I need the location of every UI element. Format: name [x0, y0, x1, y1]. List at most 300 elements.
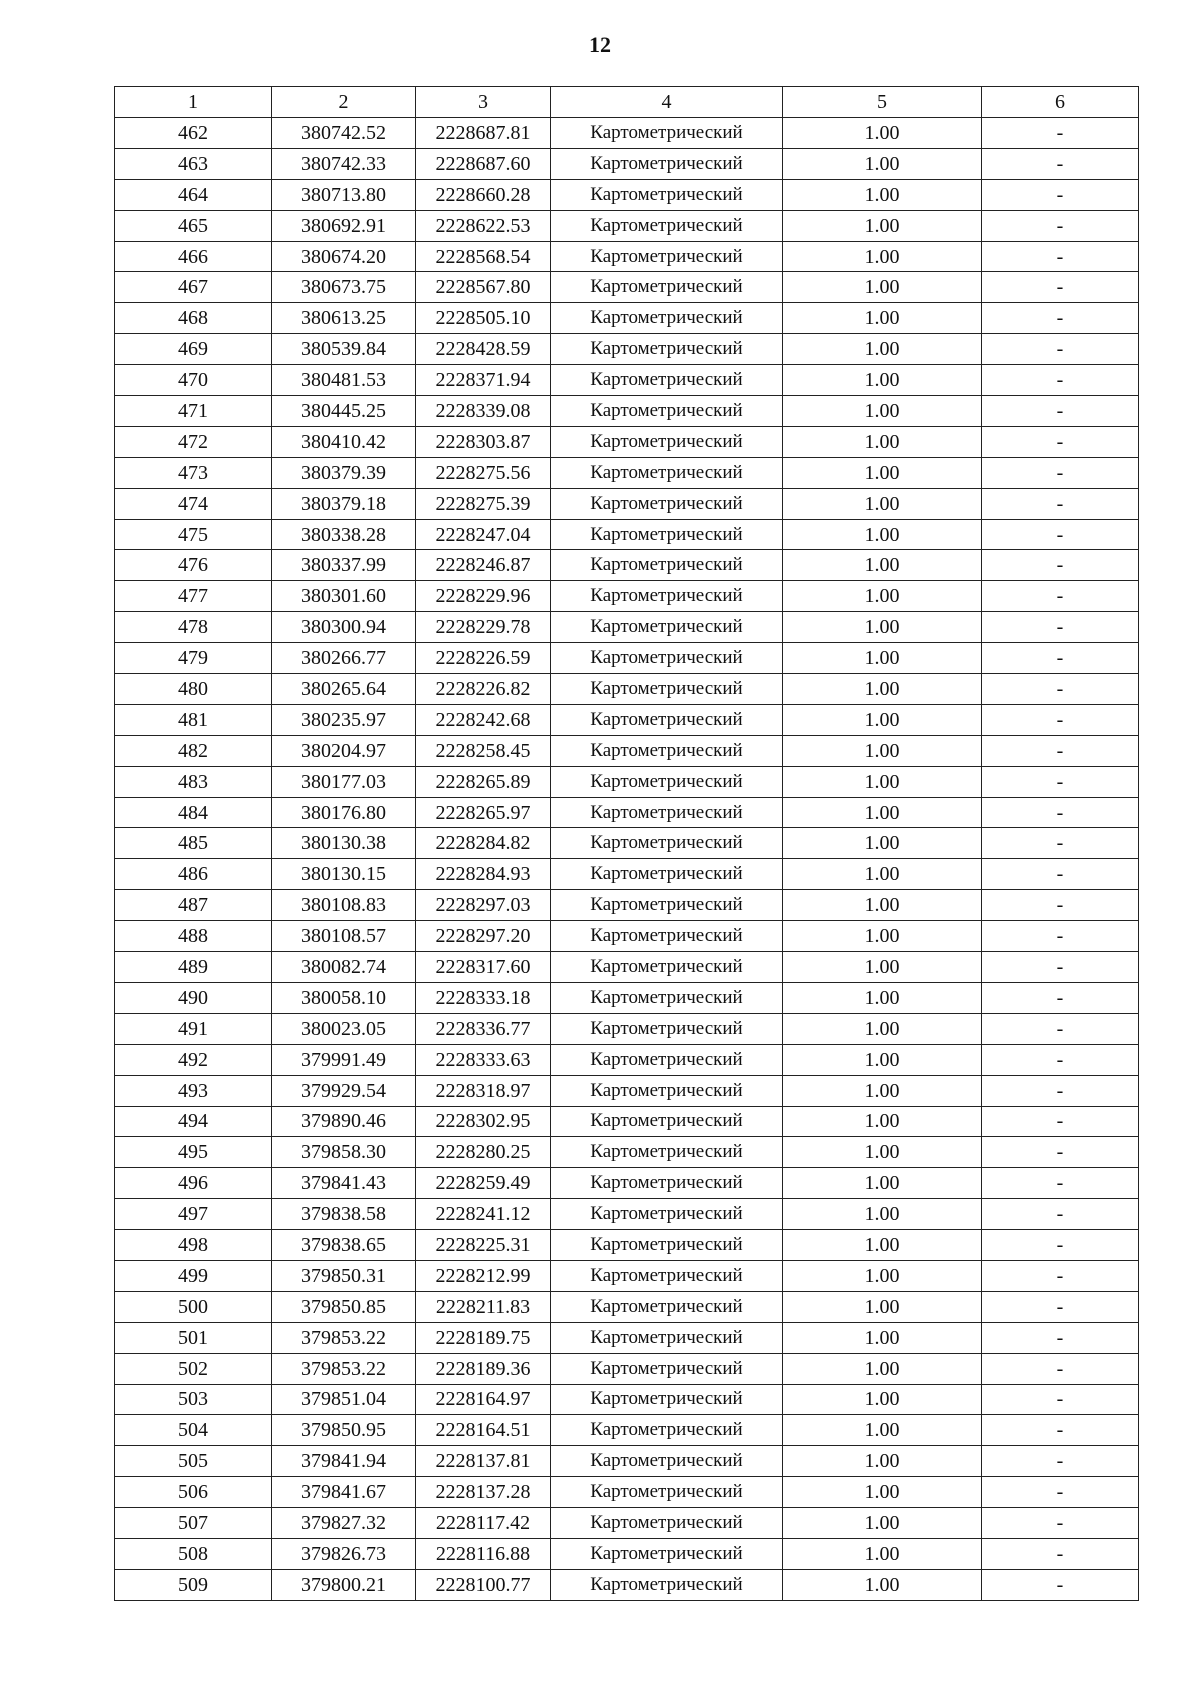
table-row — [115, 612, 1139, 643]
point-number-cell: 483 — [115, 766, 272, 797]
accuracy-cell: 1.00 — [783, 1199, 982, 1230]
accuracy-cell: 1.00 — [783, 1075, 982, 1106]
coordinate-y-cell: 2228275.56 — [416, 457, 551, 488]
point-number-cell: 486 — [115, 859, 272, 890]
coordinate-y-cell: 2228275.39 — [416, 488, 551, 519]
note-cell: - — [982, 396, 1139, 427]
method-cell: Картометрический — [551, 1569, 783, 1600]
note-cell: - — [982, 1569, 1139, 1600]
point-number-cell: 463 — [115, 148, 272, 179]
note-cell: - — [982, 272, 1139, 303]
table-row — [115, 457, 1139, 488]
point-number-cell: 500 — [115, 1291, 272, 1322]
point-number-cell: 480 — [115, 674, 272, 705]
table-row — [115, 118, 1139, 149]
method-cell: Картометрический — [551, 1168, 783, 1199]
coordinate-y-cell: 2228225.31 — [416, 1230, 551, 1261]
method-cell: Картометрический — [551, 1446, 783, 1477]
coordinate-x-cell: 379890.46 — [272, 1106, 416, 1137]
table-row — [115, 1538, 1139, 1569]
table-row — [115, 365, 1139, 396]
method-cell: Картометрический — [551, 365, 783, 396]
table-row — [115, 643, 1139, 674]
coordinate-y-cell: 2228189.36 — [416, 1353, 551, 1384]
page-number: 12 — [589, 32, 611, 57]
method-cell: Картометрический — [551, 1044, 783, 1075]
accuracy-cell: 1.00 — [783, 1044, 982, 1075]
point-number-cell: 507 — [115, 1508, 272, 1539]
accuracy-cell: 1.00 — [783, 797, 982, 828]
accuracy-cell: 1.00 — [783, 982, 982, 1013]
note-cell: - — [982, 1013, 1139, 1044]
note-cell: - — [982, 890, 1139, 921]
accuracy-cell: 1.00 — [783, 1291, 982, 1322]
table-row — [115, 1477, 1139, 1508]
coordinate-x-cell: 379827.32 — [272, 1508, 416, 1539]
method-cell: Картометрический — [551, 241, 783, 272]
accuracy-cell: 1.00 — [783, 1106, 982, 1137]
table-row — [115, 272, 1139, 303]
table-row — [115, 704, 1139, 735]
note-cell: - — [982, 426, 1139, 457]
coordinate-x-cell: 380082.74 — [272, 952, 416, 983]
accuracy-cell: 1.00 — [783, 766, 982, 797]
note-cell: - — [982, 581, 1139, 612]
accuracy-cell: 1.00 — [783, 1477, 982, 1508]
method-cell: Картометрический — [551, 581, 783, 612]
accuracy-cell: 1.00 — [783, 1013, 982, 1044]
note-cell: - — [982, 643, 1139, 674]
coordinate-y-cell: 2228302.95 — [416, 1106, 551, 1137]
note-cell: - — [982, 1260, 1139, 1291]
coordinate-x-cell: 380130.15 — [272, 859, 416, 890]
accuracy-cell: 1.00 — [783, 241, 982, 272]
table-row — [115, 1569, 1139, 1600]
note-cell: - — [982, 1106, 1139, 1137]
coordinate-x-cell: 380539.84 — [272, 334, 416, 365]
coordinate-y-cell: 2228246.87 — [416, 550, 551, 581]
coordinate-y-cell: 2228339.08 — [416, 396, 551, 427]
coordinate-x-cell: 380742.33 — [272, 148, 416, 179]
method-cell: Картометрический — [551, 921, 783, 952]
coordinate-y-cell: 2228247.04 — [416, 519, 551, 550]
accuracy-cell: 1.00 — [783, 1260, 982, 1291]
accuracy-cell: 1.00 — [783, 952, 982, 983]
note-cell: - — [982, 365, 1139, 396]
coordinate-x-cell: 380266.77 — [272, 643, 416, 674]
point-number-cell: 473 — [115, 457, 272, 488]
method-cell: Картометрический — [551, 952, 783, 983]
accuracy-cell: 1.00 — [783, 148, 982, 179]
point-number-cell: 490 — [115, 982, 272, 1013]
point-number-cell: 501 — [115, 1322, 272, 1353]
method-cell: Картометрический — [551, 272, 783, 303]
table-row — [115, 1075, 1139, 1106]
note-cell: - — [982, 303, 1139, 334]
note-cell: - — [982, 550, 1139, 581]
accuracy-cell: 1.00 — [783, 550, 982, 581]
note-cell: - — [982, 797, 1139, 828]
point-number-cell: 469 — [115, 334, 272, 365]
coordinate-y-cell: 2228226.59 — [416, 643, 551, 674]
method-cell: Картометрический — [551, 426, 783, 457]
note-cell: - — [982, 1168, 1139, 1199]
column-header: 3 — [416, 87, 551, 118]
accuracy-cell: 1.00 — [783, 457, 982, 488]
note-cell: - — [982, 334, 1139, 365]
method-cell: Картометрический — [551, 1322, 783, 1353]
coordinate-x-cell: 379991.49 — [272, 1044, 416, 1075]
coordinate-x-cell: 379850.31 — [272, 1260, 416, 1291]
method-cell: Картометрический — [551, 519, 783, 550]
column-header: 1 — [115, 87, 272, 118]
note-cell: - — [982, 1446, 1139, 1477]
accuracy-cell: 1.00 — [783, 1322, 982, 1353]
note-cell: - — [982, 210, 1139, 241]
table-row — [115, 179, 1139, 210]
coordinate-x-cell: 380613.25 — [272, 303, 416, 334]
accuracy-cell: 1.00 — [783, 1446, 982, 1477]
point-number-cell: 484 — [115, 797, 272, 828]
table-row — [115, 1230, 1139, 1261]
method-cell: Картометрический — [551, 179, 783, 210]
accuracy-cell: 1.00 — [783, 1168, 982, 1199]
point-number-cell: 477 — [115, 581, 272, 612]
coordinate-y-cell: 2228687.81 — [416, 118, 551, 149]
accuracy-cell: 1.00 — [783, 921, 982, 952]
table-row — [115, 550, 1139, 581]
table-row — [115, 210, 1139, 241]
method-cell: Картометрический — [551, 118, 783, 149]
method-cell: Картометрический — [551, 1538, 783, 1569]
coordinate-y-cell: 2228164.51 — [416, 1415, 551, 1446]
point-number-cell: 494 — [115, 1106, 272, 1137]
coordinate-x-cell: 379841.94 — [272, 1446, 416, 1477]
coordinate-y-cell: 2228211.83 — [416, 1291, 551, 1322]
accuracy-cell: 1.00 — [783, 674, 982, 705]
note-cell: - — [982, 118, 1139, 149]
coordinate-x-cell: 379929.54 — [272, 1075, 416, 1106]
method-cell: Картометрический — [551, 1353, 783, 1384]
coordinate-y-cell: 2228660.28 — [416, 179, 551, 210]
coordinate-x-cell: 380265.64 — [272, 674, 416, 705]
method-cell: Картометрический — [551, 1477, 783, 1508]
coordinate-y-cell: 2228229.78 — [416, 612, 551, 643]
method-cell: Картометрический — [551, 859, 783, 890]
coordinate-y-cell: 2228297.03 — [416, 890, 551, 921]
accuracy-cell: 1.00 — [783, 704, 982, 735]
coordinate-y-cell: 2228116.88 — [416, 1538, 551, 1569]
coordinate-x-cell: 380108.57 — [272, 921, 416, 952]
coordinate-y-cell: 2228280.25 — [416, 1137, 551, 1168]
note-cell: - — [982, 612, 1139, 643]
coordinate-y-cell: 2228303.87 — [416, 426, 551, 457]
coordinate-x-cell: 380204.97 — [272, 735, 416, 766]
point-number-cell: 475 — [115, 519, 272, 550]
coordinate-y-cell: 2228242.68 — [416, 704, 551, 735]
table-row — [115, 148, 1139, 179]
note-cell: - — [982, 1384, 1139, 1415]
point-number-cell: 506 — [115, 1477, 272, 1508]
table-row — [115, 1106, 1139, 1137]
table-row — [115, 1199, 1139, 1230]
note-cell: - — [982, 921, 1139, 952]
coordinate-x-cell: 380338.28 — [272, 519, 416, 550]
method-cell: Картометрический — [551, 1291, 783, 1322]
coordinate-y-cell: 2228567.80 — [416, 272, 551, 303]
accuracy-cell: 1.00 — [783, 519, 982, 550]
coordinate-x-cell: 379826.73 — [272, 1538, 416, 1569]
table-row — [115, 1446, 1139, 1477]
table-row — [115, 1168, 1139, 1199]
method-cell: Картометрический — [551, 334, 783, 365]
note-cell: - — [982, 1538, 1139, 1569]
coordinate-y-cell: 2228284.93 — [416, 859, 551, 890]
table-row — [115, 1322, 1139, 1353]
table-row — [115, 735, 1139, 766]
method-cell: Картометрический — [551, 735, 783, 766]
note-cell: - — [982, 982, 1139, 1013]
accuracy-cell: 1.00 — [783, 828, 982, 859]
point-number-cell: 476 — [115, 550, 272, 581]
method-cell: Картометрический — [551, 1415, 783, 1446]
column-header: 4 — [551, 87, 783, 118]
point-number-cell: 505 — [115, 1446, 272, 1477]
coordinate-x-cell: 380379.18 — [272, 488, 416, 519]
note-cell: - — [982, 952, 1139, 983]
method-cell: Картометрический — [551, 1013, 783, 1044]
table-header-row — [115, 87, 1139, 118]
coordinate-y-cell: 2228505.10 — [416, 303, 551, 334]
point-number-cell: 462 — [115, 118, 272, 149]
accuracy-cell: 1.00 — [783, 334, 982, 365]
point-number-cell: 498 — [115, 1230, 272, 1261]
method-cell: Картометрический — [551, 1199, 783, 1230]
accuracy-cell: 1.00 — [783, 272, 982, 303]
accuracy-cell: 1.00 — [783, 612, 982, 643]
column-header: 5 — [783, 87, 982, 118]
point-number-cell: 509 — [115, 1569, 272, 1600]
table-row — [115, 921, 1139, 952]
method-cell: Картометрический — [551, 1384, 783, 1415]
accuracy-cell: 1.00 — [783, 303, 982, 334]
table-row — [115, 766, 1139, 797]
table-row — [115, 828, 1139, 859]
coordinate-y-cell: 2228259.49 — [416, 1168, 551, 1199]
point-number-cell: 466 — [115, 241, 272, 272]
table-row — [115, 1137, 1139, 1168]
accuracy-cell: 1.00 — [783, 859, 982, 890]
coordinate-y-cell: 2228687.60 — [416, 148, 551, 179]
method-cell: Картометрический — [551, 704, 783, 735]
point-number-cell: 474 — [115, 488, 272, 519]
coordinate-x-cell: 380673.75 — [272, 272, 416, 303]
table-row — [115, 674, 1139, 705]
coordinate-x-cell: 380130.38 — [272, 828, 416, 859]
point-number-cell: 491 — [115, 1013, 272, 1044]
coordinate-y-cell: 2228226.82 — [416, 674, 551, 705]
method-cell: Картометрический — [551, 396, 783, 427]
point-number-cell: 499 — [115, 1260, 272, 1291]
point-number-cell: 496 — [115, 1168, 272, 1199]
coordinate-y-cell: 2228297.20 — [416, 921, 551, 952]
accuracy-cell: 1.00 — [783, 488, 982, 519]
point-number-cell: 485 — [115, 828, 272, 859]
point-number-cell: 470 — [115, 365, 272, 396]
table-row — [115, 519, 1139, 550]
method-cell: Картометрический — [551, 1075, 783, 1106]
coordinate-x-cell: 380337.99 — [272, 550, 416, 581]
table-row — [115, 797, 1139, 828]
point-number-cell: 508 — [115, 1538, 272, 1569]
table-row — [115, 303, 1139, 334]
coordinate-x-cell: 380713.80 — [272, 179, 416, 210]
point-number-cell: 495 — [115, 1137, 272, 1168]
coordinate-y-cell: 2228371.94 — [416, 365, 551, 396]
coordinate-x-cell: 379851.04 — [272, 1384, 416, 1415]
note-cell: - — [982, 1291, 1139, 1322]
point-number-cell: 479 — [115, 643, 272, 674]
method-cell: Картометрический — [551, 1106, 783, 1137]
point-number-cell: 468 — [115, 303, 272, 334]
accuracy-cell: 1.00 — [783, 179, 982, 210]
method-cell: Картометрический — [551, 148, 783, 179]
method-cell: Картометрический — [551, 1508, 783, 1539]
table-row — [115, 1353, 1139, 1384]
point-number-cell: 503 — [115, 1384, 272, 1415]
method-cell: Картометрический — [551, 1260, 783, 1291]
coordinate-y-cell: 2228229.96 — [416, 581, 551, 612]
method-cell: Картометрический — [551, 1230, 783, 1261]
note-cell: - — [982, 704, 1139, 735]
point-number-cell: 478 — [115, 612, 272, 643]
point-number-cell: 502 — [115, 1353, 272, 1384]
note-cell: - — [982, 766, 1139, 797]
note-cell: - — [982, 1137, 1139, 1168]
coordinate-x-cell: 380177.03 — [272, 766, 416, 797]
coordinate-y-cell: 2228265.97 — [416, 797, 551, 828]
point-number-cell: 465 — [115, 210, 272, 241]
table-row — [115, 1415, 1139, 1446]
note-cell: - — [982, 1199, 1139, 1230]
column-header: 6 — [982, 87, 1139, 118]
note-cell: - — [982, 1353, 1139, 1384]
note-cell: - — [982, 457, 1139, 488]
coordinate-y-cell: 2228318.97 — [416, 1075, 551, 1106]
coordinate-x-cell: 380674.20 — [272, 241, 416, 272]
coordinate-x-cell: 379838.58 — [272, 1199, 416, 1230]
coordinate-x-cell: 380445.25 — [272, 396, 416, 427]
table-row — [115, 1508, 1139, 1539]
coordinate-x-cell: 379850.85 — [272, 1291, 416, 1322]
coordinate-y-cell: 2228333.18 — [416, 982, 551, 1013]
point-number-cell: 504 — [115, 1415, 272, 1446]
accuracy-cell: 1.00 — [783, 643, 982, 674]
accuracy-cell: 1.00 — [783, 1353, 982, 1384]
coordinate-y-cell: 2228100.77 — [416, 1569, 551, 1600]
coordinate-y-cell: 2228336.77 — [416, 1013, 551, 1044]
note-cell: - — [982, 1230, 1139, 1261]
accuracy-cell: 1.00 — [783, 396, 982, 427]
coordinate-x-cell: 380023.05 — [272, 1013, 416, 1044]
table-body — [115, 118, 1139, 1601]
table-row — [115, 488, 1139, 519]
point-number-cell: 481 — [115, 704, 272, 735]
note-cell: - — [982, 1508, 1139, 1539]
method-cell: Картометрический — [551, 488, 783, 519]
note-cell: - — [982, 735, 1139, 766]
table-row — [115, 1260, 1139, 1291]
coordinate-x-cell: 380692.91 — [272, 210, 416, 241]
method-cell: Картометрический — [551, 612, 783, 643]
coordinate-x-cell: 379841.67 — [272, 1477, 416, 1508]
note-cell: - — [982, 1075, 1139, 1106]
coordinate-y-cell: 2228265.89 — [416, 766, 551, 797]
accuracy-cell: 1.00 — [783, 365, 982, 396]
point-number-cell: 488 — [115, 921, 272, 952]
method-cell: Картометрический — [551, 550, 783, 581]
coordinate-x-cell: 379853.22 — [272, 1353, 416, 1384]
table-row — [115, 396, 1139, 427]
table-row — [115, 890, 1139, 921]
table-row — [115, 1384, 1139, 1415]
coordinate-x-cell: 379838.65 — [272, 1230, 416, 1261]
note-cell: - — [982, 241, 1139, 272]
point-number-cell: 482 — [115, 735, 272, 766]
coordinate-y-cell: 2228212.99 — [416, 1260, 551, 1291]
method-cell: Картометрический — [551, 797, 783, 828]
table-row — [115, 859, 1139, 890]
column-header: 2 — [272, 87, 416, 118]
note-cell: - — [982, 1044, 1139, 1075]
note-cell: - — [982, 519, 1139, 550]
coordinate-x-cell: 380108.83 — [272, 890, 416, 921]
coordinate-x-cell: 380379.39 — [272, 457, 416, 488]
accuracy-cell: 1.00 — [783, 1415, 982, 1446]
coordinate-x-cell: 379800.21 — [272, 1569, 416, 1600]
coordinate-y-cell: 2228568.54 — [416, 241, 551, 272]
table-row — [115, 581, 1139, 612]
accuracy-cell: 1.00 — [783, 210, 982, 241]
table-row — [115, 1291, 1139, 1322]
note-cell: - — [982, 674, 1139, 705]
accuracy-cell: 1.00 — [783, 1538, 982, 1569]
accuracy-cell: 1.00 — [783, 1230, 982, 1261]
note-cell: - — [982, 1415, 1139, 1446]
coordinate-x-cell: 380235.97 — [272, 704, 416, 735]
accuracy-cell: 1.00 — [783, 118, 982, 149]
coordinate-y-cell: 2228428.59 — [416, 334, 551, 365]
table-row — [115, 952, 1139, 983]
coordinate-x-cell: 380176.80 — [272, 797, 416, 828]
method-cell: Картометрический — [551, 210, 783, 241]
accuracy-cell: 1.00 — [783, 890, 982, 921]
method-cell: Картометрический — [551, 674, 783, 705]
point-number-cell: 471 — [115, 396, 272, 427]
note-cell: - — [982, 1477, 1139, 1508]
coordinates-table — [114, 86, 1139, 1601]
point-number-cell: 467 — [115, 272, 272, 303]
coordinate-y-cell: 2228117.42 — [416, 1508, 551, 1539]
coordinate-y-cell: 2228284.82 — [416, 828, 551, 859]
coordinate-x-cell: 379850.95 — [272, 1415, 416, 1446]
method-cell: Картометрический — [551, 1137, 783, 1168]
table-row — [115, 241, 1139, 272]
coordinate-y-cell: 2228622.53 — [416, 210, 551, 241]
coordinate-y-cell: 2228137.28 — [416, 1477, 551, 1508]
method-cell: Картометрический — [551, 457, 783, 488]
note-cell: - — [982, 488, 1139, 519]
